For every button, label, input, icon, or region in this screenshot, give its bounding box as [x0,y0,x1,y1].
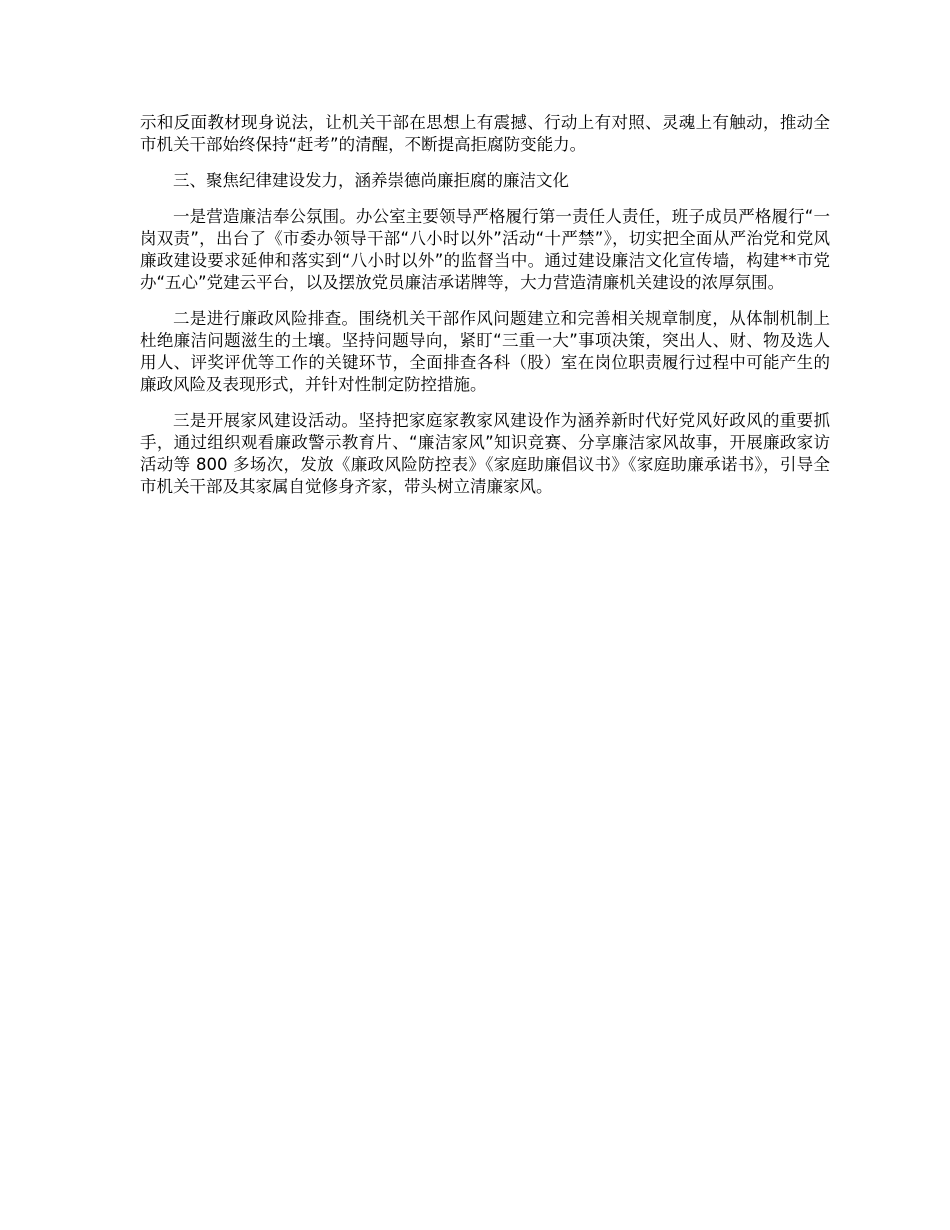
paragraph-risk-check: 二是进行廉政风险排查。围绕机关干部作风问题建立和完善相关规章制度，从体制机制上杜绝廉洁问题滋生的土壤。坚持问题导向，紧盯“三重一大”事项决策，突出人、财、物及选人用人、评奖评优等工作的关键环节，全面排查各科（股）室在岗位职责履行过程中可能产生的廉政风险及表现形式，并针对性制定防控措施。 [140,309,830,394]
document-page [140,112,830,512]
paragraph-family-style: 三是开展家风建设活动。坚持把家庭家教家风建设作为涵养新时代好党风好政风的重要抓手，通过组织观看廉政警示教育片、“廉洁家风”知识竞赛、分享廉洁家风故事，开展廉政家访活动等 800 多场次，发放《廉政风险防控表》《家庭助廉倡议书》《家庭助廉承诺书》，引导全市机关干部及其家属自觉修身齐家，带头树立清廉家风。 [140,411,830,496]
paragraph-clean-atmosphere: 一是营造廉洁奉公氛围。办公室主要领导严格履行第一责任人责任，班子成员严格履行“一岗双责”，出台了《市委办领导干部“八小时以外”活动“十严禁”》，切实把全面从严治党和党风廉政建设要求延伸和落实到“八小时以外”的监督当中。通过建设廉洁文化宣传墙，构建**市党办“五心”党建云平台，以及摆放党员廉洁承诺牌等，大力营造清廉机关建设的浓厚氛围。 [140,207,830,292]
paragraph-continuation: 示和反面教材现身说法，让机关干部在思想上有震撼、行动上有对照、灵魂上有触动，推动全市机关干部始终保持“赶考”的清醒，不断提高拒腐防变能力。 [140,113,830,154]
section-heading: 三、聚焦纪律建设发力，涵养崇德尚廉拒腐的廉洁文化 [173,171,569,190]
